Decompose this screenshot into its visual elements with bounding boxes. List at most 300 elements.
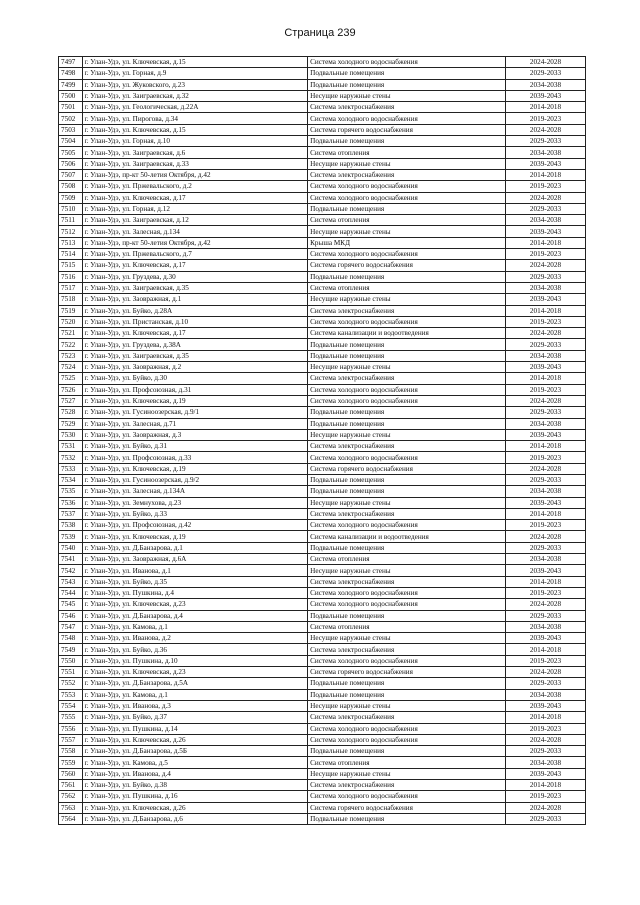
building-element-cell: Система электроснабжения	[308, 644, 506, 655]
building-element-cell: Система холодного водоснабжения	[308, 734, 506, 745]
building-element-cell: Несущие наружные стены	[308, 565, 506, 576]
table-row	[59, 192, 586, 203]
row-number: 7557	[59, 734, 83, 745]
row-number: 7547	[59, 621, 83, 632]
period-cell: 2029-2033	[506, 136, 586, 147]
row-number: 7564	[59, 813, 83, 824]
building-element-cell: Несущие наружные стены	[308, 633, 506, 644]
period-cell: 2029-2033	[506, 407, 586, 418]
building-element-cell: Несущие наружные стены	[308, 90, 506, 101]
period-cell: 2039-2043	[506, 497, 586, 508]
row-number: 7528	[59, 407, 83, 418]
row-number: 7559	[59, 757, 83, 768]
address-cell: г. Улан-Удэ, ул. Буйко, д.33	[82, 508, 308, 519]
building-element-cell: Система электроснабжения	[308, 576, 506, 587]
period-cell: 2034-2038	[506, 554, 586, 565]
period-cell: 2014-2018	[506, 237, 586, 248]
building-element-cell: Подвальные помещения	[308, 486, 506, 497]
row-number: 7522	[59, 339, 83, 350]
period-cell: 2024-2028	[506, 328, 586, 339]
building-element-cell: Несущие наружные стены	[308, 700, 506, 711]
period-cell: 2014-2018	[506, 508, 586, 519]
address-cell: г. Улан-Удэ, ул. Заиграевская, д.6	[82, 147, 308, 158]
table-row	[59, 429, 586, 440]
row-number: 7535	[59, 486, 83, 497]
period-cell: 2039-2043	[506, 768, 586, 779]
row-number: 7549	[59, 644, 83, 655]
address-cell: г. Улан-Удэ, ул. Буйко, д.31	[82, 441, 308, 452]
table-row	[59, 113, 586, 124]
building-element-cell: Система электроснабжения	[308, 373, 506, 384]
table-row	[59, 407, 586, 418]
address-cell: г. Улан-Удэ, ул. Горная, д.12	[82, 203, 308, 214]
period-cell: 2034-2038	[506, 147, 586, 158]
period-cell: 2014-2018	[506, 780, 586, 791]
table-row	[59, 610, 586, 621]
table-row	[59, 418, 586, 429]
building-element-cell: Система горячего водоснабжения	[308, 667, 506, 678]
period-cell: 2034-2038	[506, 418, 586, 429]
building-element-cell: Подвальные помещения	[308, 542, 506, 553]
period-cell: 2034-2038	[506, 282, 586, 293]
row-number: 7517	[59, 282, 83, 293]
period-cell: 2014-2018	[506, 305, 586, 316]
period-cell: 2029-2033	[506, 678, 586, 689]
building-element-cell: Несущие наружные стены	[308, 768, 506, 779]
period-cell: 2019-2023	[506, 452, 586, 463]
table-row	[59, 260, 586, 271]
table-row	[59, 316, 586, 327]
period-cell: 2024-2028	[506, 734, 586, 745]
table-row	[59, 305, 586, 316]
period-cell: 2019-2023	[506, 384, 586, 395]
building-element-cell: Система горячего водоснабжения	[308, 463, 506, 474]
period-cell: 2019-2023	[506, 587, 586, 598]
building-element-cell: Система горячего водоснабжения	[308, 802, 506, 813]
building-element-cell: Система отопления	[308, 554, 506, 565]
period-cell: 2034-2038	[506, 486, 586, 497]
building-element-cell: Система холодного водоснабжения	[308, 599, 506, 610]
row-number: 7515	[59, 260, 83, 271]
building-element-cell: Система горячего водоснабжения	[308, 260, 506, 271]
building-element-cell: Подвальные помещения	[308, 407, 506, 418]
address-cell: г. Улан-Удэ, ул. Залесная, д.134А	[82, 486, 308, 497]
row-number: 7543	[59, 576, 83, 587]
row-number: 7524	[59, 362, 83, 373]
address-cell: г. Улан-Удэ, ул. Геологическая, д.22А	[82, 102, 308, 113]
table-row	[59, 79, 586, 90]
table-row	[59, 746, 586, 757]
period-cell: 2034-2038	[506, 79, 586, 90]
period-cell: 2029-2033	[506, 203, 586, 214]
address-cell: г. Улан-Удэ, ул. Пушкина, д.4	[82, 587, 308, 598]
row-number: 7551	[59, 667, 83, 678]
building-element-cell: Система холодного водоснабжения	[308, 587, 506, 598]
period-cell: 2029-2033	[506, 610, 586, 621]
table-row	[59, 249, 586, 260]
table-row	[59, 181, 586, 192]
row-number: 7503	[59, 124, 83, 135]
row-number: 7510	[59, 203, 83, 214]
address-cell: г. Улан-Удэ, ул. Заовражная, д.2	[82, 362, 308, 373]
period-cell: 2014-2018	[506, 102, 586, 113]
address-cell: г. Улан-Удэ, ул. Буйко, д.30	[82, 373, 308, 384]
address-cell: г. Улан-Удэ, ул. Ключевская, д.19	[82, 463, 308, 474]
building-element-cell: Система электроснабжения	[308, 441, 506, 452]
address-cell: г. Улан-Удэ, ул. Ключевская, д.26	[82, 802, 308, 813]
building-element-cell: Подвальные помещения	[308, 813, 506, 824]
address-cell: г. Улан-Удэ, ул. Пржевальского, д.7	[82, 249, 308, 260]
period-cell: 2029-2033	[506, 271, 586, 282]
address-cell: г. Улан-Удэ, ул. Заиграевская, д.33	[82, 158, 308, 169]
table-row	[59, 158, 586, 169]
row-number: 7552	[59, 678, 83, 689]
building-element-cell: Подвальные помещения	[308, 68, 506, 79]
period-cell: 2039-2043	[506, 633, 586, 644]
row-number: 7541	[59, 554, 83, 565]
table-row	[59, 102, 586, 113]
building-element-cell: Подвальные помещения	[308, 474, 506, 485]
table-row	[59, 768, 586, 779]
period-cell: 2024-2028	[506, 667, 586, 678]
building-element-cell: Подвальные помещения	[308, 746, 506, 757]
table-row	[59, 474, 586, 485]
address-cell: г. Улан-Удэ, ул. Пристанская, д.10	[82, 316, 308, 327]
address-cell: г. Улан-Удэ, ул. Горная, д.10	[82, 136, 308, 147]
table-row	[59, 226, 586, 237]
table-row	[59, 136, 586, 147]
address-cell: г. Улан-Удэ, ул. Ключевская, д.17	[82, 260, 308, 271]
address-cell: г. Улан-Удэ, ул. Профсоюзная, д.33	[82, 452, 308, 463]
building-element-cell: Система электроснабжения	[308, 508, 506, 519]
address-cell: г. Улан-Удэ, ул. Ключевская, д.19	[82, 531, 308, 542]
row-number: 7534	[59, 474, 83, 485]
building-element-cell: Система холодного водоснабжения	[308, 181, 506, 192]
row-number: 7558	[59, 746, 83, 757]
building-element-cell: Несущие наружные стены	[308, 497, 506, 508]
building-element-cell: Система отопления	[308, 282, 506, 293]
row-number: 7519	[59, 305, 83, 316]
address-cell: г. Улан-Удэ, ул. Заовражная, д.3	[82, 429, 308, 440]
building-element-cell: Несущие наружные стены	[308, 429, 506, 440]
address-cell: г. Улан-Удэ, ул. Ключевская, д.15	[82, 57, 308, 68]
period-cell: 2024-2028	[506, 802, 586, 813]
row-number: 7548	[59, 633, 83, 644]
period-cell: 2014-2018	[506, 373, 586, 384]
building-element-cell: Система горячего водоснабжения	[308, 124, 506, 135]
table-row	[59, 215, 586, 226]
period-cell: 2039-2043	[506, 158, 586, 169]
building-element-cell: Система холодного водоснабжения	[308, 452, 506, 463]
address-cell: г. Улан-Удэ, ул. Заовражная, д.1	[82, 294, 308, 305]
address-cell: г. Улан-Удэ, ул. Буйко, д.36	[82, 644, 308, 655]
building-element-cell: Система канализации и водоотведения	[308, 531, 506, 542]
address-cell: г. Улан-Удэ, ул. Заиграевская, д.12	[82, 215, 308, 226]
table-row	[59, 203, 586, 214]
period-cell: 2029-2033	[506, 746, 586, 757]
page-title: Страница 239	[284, 27, 356, 39]
address-cell: г. Улан-Удэ, ул. Камова, д.1	[82, 689, 308, 700]
period-cell: 2024-2028	[506, 192, 586, 203]
address-cell: г. Улан-Удэ, ул. Д.Банзарова, д.5А	[82, 678, 308, 689]
table-row	[59, 655, 586, 666]
period-cell: 2039-2043	[506, 362, 586, 373]
address-cell: г. Улан-Удэ, ул. Камова, д.1	[82, 621, 308, 632]
table-row	[59, 282, 586, 293]
row-number: 7513	[59, 237, 83, 248]
period-cell: 2029-2033	[506, 474, 586, 485]
period-cell: 2034-2038	[506, 215, 586, 226]
row-number: 7539	[59, 531, 83, 542]
building-element-cell: Система электроснабжения	[308, 102, 506, 113]
building-element-cell: Несущие наружные стены	[308, 294, 506, 305]
building-element-cell: Подвальные помещения	[308, 203, 506, 214]
building-element-cell: Подвальные помещения	[308, 79, 506, 90]
row-number: 7516	[59, 271, 83, 282]
table-row	[59, 599, 586, 610]
row-number: 7506	[59, 158, 83, 169]
address-cell: г. Улан-Удэ, ул. Буйко, д.37	[82, 712, 308, 723]
building-element-cell: Система холодного водоснабжения	[308, 113, 506, 124]
address-cell: г. Улан-Удэ, ул. Пржевальского, д.2	[82, 181, 308, 192]
address-cell: г. Улан-Удэ, ул. Заиграевская, д.35	[82, 282, 308, 293]
address-cell: г. Улан-Удэ, ул. Ключевская, д.15	[82, 124, 308, 135]
period-cell: 2019-2023	[506, 113, 586, 124]
building-element-cell: Несущие наружные стены	[308, 362, 506, 373]
address-cell: г. Улан-Удэ, ул. Ключевская, д.19	[82, 395, 308, 406]
building-element-cell: Подвальные помещения	[308, 350, 506, 361]
row-number: 7545	[59, 599, 83, 610]
building-element-cell: Система холодного водоснабжения	[308, 723, 506, 734]
period-cell: 2019-2023	[506, 791, 586, 802]
table-row	[59, 441, 586, 452]
address-cell: г. Улан-Удэ, ул. Горная, д.9	[82, 68, 308, 79]
address-cell: г. Улан-Удэ, ул. Заиграевская, д.35	[82, 350, 308, 361]
table-row	[59, 723, 586, 734]
building-element-cell: Подвальные помещения	[308, 610, 506, 621]
row-number: 7533	[59, 463, 83, 474]
building-element-cell: Система канализации и водоотведения	[308, 328, 506, 339]
building-element-cell: Несущие наружные стены	[308, 226, 506, 237]
table-row	[59, 644, 586, 655]
row-number: 7531	[59, 441, 83, 452]
address-cell: г. Улан-Удэ, ул. Жуковского, д.23	[82, 79, 308, 90]
address-cell: г. Улан-Удэ, ул. Иванова, д.2	[82, 633, 308, 644]
table-row	[59, 497, 586, 508]
table-row	[59, 350, 586, 361]
period-cell: 2029-2033	[506, 542, 586, 553]
row-number: 7529	[59, 418, 83, 429]
row-number: 7546	[59, 610, 83, 621]
period-cell: 2014-2018	[506, 576, 586, 587]
row-number: 7514	[59, 249, 83, 260]
address-cell: г. Улан-Удэ, ул. Профсоюзная, д.42	[82, 520, 308, 531]
address-cell: г. Улан-Удэ, ул. Груздева, д.30	[82, 271, 308, 282]
period-cell: 2014-2018	[506, 441, 586, 452]
building-element-cell: Подвальные помещения	[308, 689, 506, 700]
row-number: 7518	[59, 294, 83, 305]
address-cell: г. Улан-Удэ, ул. Гусиноозерская, д.9/1	[82, 407, 308, 418]
address-cell: г. Улан-Удэ, ул. Ключевская, д.23	[82, 667, 308, 678]
row-number: 7501	[59, 102, 83, 113]
row-number: 7520	[59, 316, 83, 327]
table-row	[59, 689, 586, 700]
period-cell: 2024-2028	[506, 260, 586, 271]
table-row	[59, 633, 586, 644]
table-row	[59, 339, 586, 350]
table-row	[59, 791, 586, 802]
building-element-cell: Система отопления	[308, 147, 506, 158]
table-row	[59, 621, 586, 632]
period-cell: 2019-2023	[506, 316, 586, 327]
row-number: 7527	[59, 395, 83, 406]
address-cell: г. Улан-Удэ, ул. Ключевская, д.17	[82, 192, 308, 203]
address-cell: г. Улан-Удэ, пр-кт 50-летия Октября, д.42	[82, 169, 308, 180]
address-cell: г. Улан-Удэ, ул. Буйко, д.35	[82, 576, 308, 587]
table-row	[59, 554, 586, 565]
period-cell: 2019-2023	[506, 520, 586, 531]
building-element-cell: Система электроснабжения	[308, 305, 506, 316]
address-cell: г. Улан-Удэ, ул. Заовражная, д.6А	[82, 554, 308, 565]
row-number: 7499	[59, 79, 83, 90]
row-number: 7500	[59, 90, 83, 101]
address-cell: г. Улан-Удэ, ул. Груздева, д.38А	[82, 339, 308, 350]
table-row	[59, 90, 586, 101]
period-cell: 2034-2038	[506, 757, 586, 768]
row-number: 7563	[59, 802, 83, 813]
building-element-cell: Подвальные помещения	[308, 339, 506, 350]
address-cell: г. Улан-Удэ, ул. Пушкина, д.16	[82, 791, 308, 802]
period-cell: 2039-2043	[506, 294, 586, 305]
row-number: 7523	[59, 350, 83, 361]
table-row	[59, 576, 586, 587]
row-number: 7536	[59, 497, 83, 508]
table-row	[59, 757, 586, 768]
address-cell: г. Улан-Удэ, ул. Ключевская, д.17	[82, 328, 308, 339]
period-cell: 2019-2023	[506, 655, 586, 666]
table-row	[59, 373, 586, 384]
building-element-cell: Несущие наружные стены	[308, 158, 506, 169]
period-cell: 2039-2043	[506, 700, 586, 711]
address-cell: г. Улан-Удэ, ул. Залесная, д.71	[82, 418, 308, 429]
table-row	[59, 700, 586, 711]
address-cell: г. Улан-Удэ, ул. Иванова, д.4	[82, 768, 308, 779]
repair-schedule-table	[58, 56, 586, 825]
table-row	[59, 328, 586, 339]
table-row	[59, 531, 586, 542]
row-number: 7554	[59, 700, 83, 711]
row-number: 7544	[59, 587, 83, 598]
table-row	[59, 237, 586, 248]
building-element-cell: Система электроснабжения	[308, 780, 506, 791]
building-element-cell: Система электроснабжения	[308, 712, 506, 723]
row-number: 7508	[59, 181, 83, 192]
table-row	[59, 667, 586, 678]
period-cell: 2034-2038	[506, 350, 586, 361]
table-row	[59, 520, 586, 531]
table-row	[59, 271, 586, 282]
address-cell: г. Улан-Удэ, ул. Д.Банзарова, д.5Б	[82, 746, 308, 757]
row-number: 7512	[59, 226, 83, 237]
building-element-cell: Система отопления	[308, 215, 506, 226]
table-row	[59, 68, 586, 79]
address-cell: г. Улан-Удэ, ул. Буйко, д.28А	[82, 305, 308, 316]
building-element-cell: Крыша МКД	[308, 237, 506, 248]
table-row	[59, 362, 586, 373]
building-element-cell: Система холодного водоснабжения	[308, 791, 506, 802]
table-body	[59, 57, 586, 825]
period-cell: 2024-2028	[506, 599, 586, 610]
period-cell: 2024-2028	[506, 395, 586, 406]
period-cell: 2029-2033	[506, 339, 586, 350]
row-number: 7550	[59, 655, 83, 666]
row-number: 7525	[59, 373, 83, 384]
building-element-cell: Система холодного водоснабжения	[308, 655, 506, 666]
table-row	[59, 565, 586, 576]
period-cell: 2029-2033	[506, 813, 586, 824]
period-cell: 2024-2028	[506, 463, 586, 474]
row-number: 7538	[59, 520, 83, 531]
period-cell: 2019-2023	[506, 723, 586, 734]
table-row	[59, 813, 586, 824]
table-row	[59, 169, 586, 180]
period-cell: 2029-2033	[506, 68, 586, 79]
building-element-cell: Система отопления	[308, 757, 506, 768]
row-number: 7526	[59, 384, 83, 395]
address-cell: г. Улан-Удэ, ул. Ключевская, д.23	[82, 599, 308, 610]
table-row	[59, 678, 586, 689]
table-row	[59, 294, 586, 305]
row-number: 7561	[59, 780, 83, 791]
row-number: 7560	[59, 768, 83, 779]
row-number: 7507	[59, 169, 83, 180]
address-cell: г. Улан-Удэ, ул. Гусиноозерская, д.9/2	[82, 474, 308, 485]
period-cell: 2024-2028	[506, 124, 586, 135]
table-row	[59, 124, 586, 135]
row-number: 7498	[59, 68, 83, 79]
address-cell: г. Улан-Удэ, ул. Д.Банзарова, д.1	[82, 542, 308, 553]
row-number: 7509	[59, 192, 83, 203]
row-number: 7556	[59, 723, 83, 734]
row-number: 7530	[59, 429, 83, 440]
row-number: 7502	[59, 113, 83, 124]
row-number: 7553	[59, 689, 83, 700]
table-row	[59, 508, 586, 519]
address-cell: г. Улан-Удэ, ул. Иванова, д.3	[82, 700, 308, 711]
table-row	[59, 452, 586, 463]
address-cell: г. Улан-Удэ, ул. Заиграевская, д.32	[82, 90, 308, 101]
building-element-cell: Система холодного водоснабжения	[308, 520, 506, 531]
building-element-cell: Подвальные помещения	[308, 271, 506, 282]
building-element-cell: Система холодного водоснабжения	[308, 192, 506, 203]
address-cell: г. Улан-Удэ, ул. Залесная, д.134	[82, 226, 308, 237]
table-row	[59, 587, 586, 598]
row-number: 7497	[59, 57, 83, 68]
period-cell: 2039-2043	[506, 90, 586, 101]
table-row	[59, 712, 586, 723]
period-cell: 2034-2038	[506, 689, 586, 700]
row-number: 7555	[59, 712, 83, 723]
table-row	[59, 147, 586, 158]
building-element-cell: Система электроснабжения	[308, 169, 506, 180]
building-element-cell: Подвальные помещения	[308, 136, 506, 147]
row-number: 7504	[59, 136, 83, 147]
row-number: 7532	[59, 452, 83, 463]
building-element-cell: Система холодного водоснабжения	[308, 249, 506, 260]
address-cell: г. Улан-Удэ, ул. Д.Банзарова, д.6	[82, 813, 308, 824]
period-cell: 2034-2038	[506, 621, 586, 632]
period-cell: 2014-2018	[506, 644, 586, 655]
